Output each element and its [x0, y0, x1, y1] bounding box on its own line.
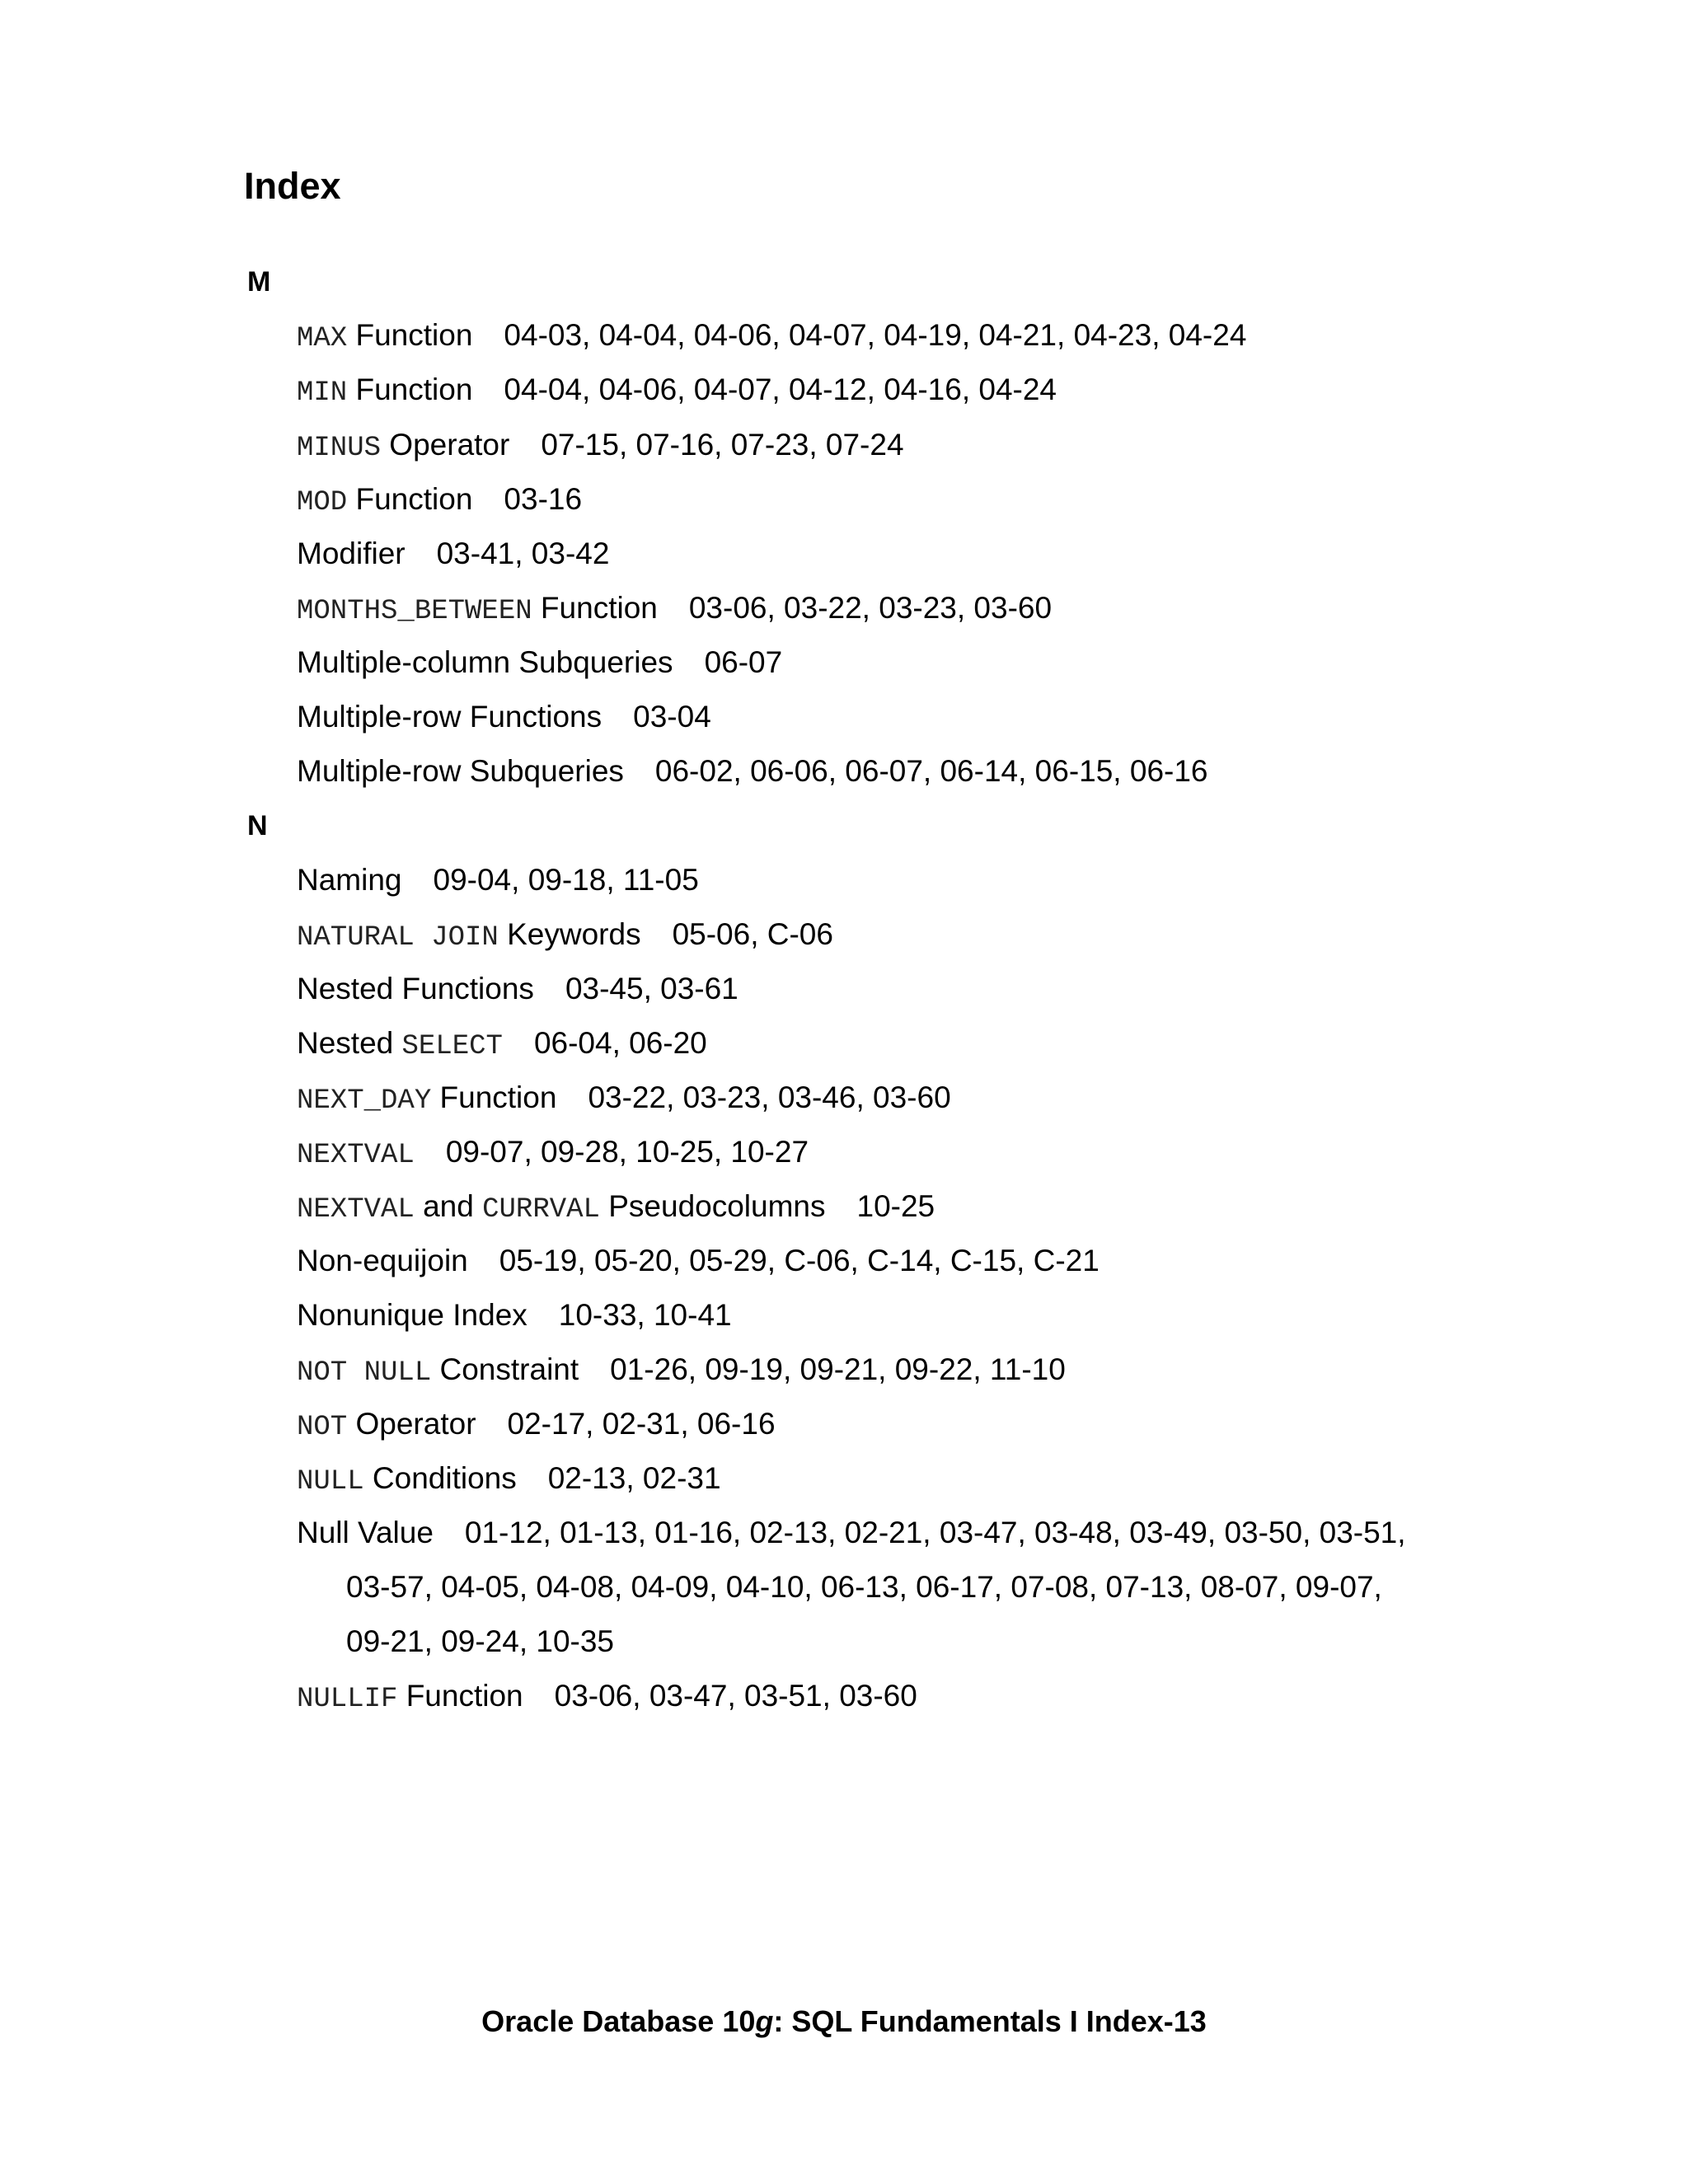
index-entry-naming: [297, 860, 699, 901]
index-entry-months-between-function: [297, 588, 1052, 632]
entry-pages: 03-41, 03-42: [436, 537, 610, 570]
entry-term: Function: [397, 1679, 523, 1713]
entry-code: MIN: [297, 377, 348, 409]
footer-title-start: Oracle Database 10: [481, 2004, 756, 2038]
entry-code: NULL: [297, 1466, 364, 1497]
index-entry-multiple-column-subqueries: [297, 642, 782, 683]
index-entry-null-conditions: [297, 1458, 721, 1502]
entry-pages: 03-06, 03-22, 03-23, 03-60: [688, 591, 1053, 625]
entry-pages: 06-04, 06-20: [533, 1026, 707, 1060]
entry-pages: 04-03, 04-04, 04-06, 04-07, 04-19, 04-21, 04-23, 04-24: [504, 318, 1247, 352]
entry-term: Function: [347, 318, 473, 352]
section-letter-m: M: [247, 266, 271, 298]
entry-term: Nested Functions: [297, 972, 534, 1005]
index-entry-not-null-constraint: [297, 1349, 1066, 1394]
entry-pages: 05-19, 05-20, 05-29, C-06, C-14, C-15, C-21: [499, 1244, 1100, 1277]
entry-code: NEXTVAL: [297, 1140, 415, 1171]
index-entry-nextval: [297, 1132, 809, 1176]
entry-term: Multiple-row Subqueries: [297, 754, 624, 788]
entry-pages: 03-22, 03-23, 03-46, 03-60: [588, 1080, 951, 1114]
entry-code: MOD: [297, 487, 348, 518]
entry-term: Pseudocolumns: [599, 1189, 826, 1223]
section-letter-n: N: [247, 810, 268, 841]
page-title: Index: [244, 165, 341, 207]
index-entry-max-function: [297, 315, 1246, 359]
entry-pages: 10-25: [856, 1189, 935, 1223]
index-entry-nested-select: [297, 1023, 707, 1067]
entry-code: MAX: [297, 323, 348, 354]
entry-pages: 03-06, 03-47, 03-51, 03-60: [554, 1679, 917, 1713]
index-entry-continuation-line: 03-57, 04-05, 04-08, 04-09, 04-10, 06-13, 06-17, 07-08, 07-13, 08-07, 09-07,: [346, 1570, 1382, 1604]
entry-pages: 07-15, 07-16, 07-23, 07-24: [541, 428, 904, 462]
index-entry-natural-join-keywords: [297, 914, 833, 958]
entry-pages: 01-12, 01-13, 01-16, 02-13, 02-21, 03-47, 03-48, 03-49, 03-50, 03-51,: [464, 1516, 1406, 1549]
entry-pages: 02-17, 02-31, 06-16: [507, 1407, 776, 1441]
entry-pages: 02-13, 02-31: [547, 1461, 721, 1495]
entry-pages: 06-07: [704, 645, 783, 679]
entry-code: MONTHS_BETWEEN: [297, 596, 532, 627]
entry-pages: 06-02, 06-06, 06-07, 06-14, 06-15, 06-16: [654, 754, 1208, 788]
entry-pages: 09-04, 09-18, 11-05: [433, 863, 699, 897]
entry-pages: 10-33, 10-41: [558, 1298, 732, 1332]
entry-term: Null Value: [297, 1516, 434, 1549]
entry-code: NEXT_DAY: [297, 1085, 432, 1117]
entry-code: NOT: [297, 1412, 348, 1443]
entry-pages: 09-07, 09-28, 10-25, 10-27: [445, 1135, 809, 1169]
entry-term: Function: [347, 373, 473, 406]
index-entry-mod-function: [297, 479, 582, 523]
entry-term: Function: [347, 482, 473, 516]
index-entry-multiple-row-functions: [297, 696, 711, 738]
index-entry-not-operator: [297, 1404, 776, 1448]
entry-code: NULLIF: [297, 1684, 398, 1715]
entry-term: Conditions: [363, 1461, 517, 1495]
entry-code-secondary: CURRVAL: [482, 1194, 600, 1226]
entry-term: Modifier: [297, 537, 406, 570]
entry-code: SELECT: [401, 1031, 503, 1062]
footer-title-italic: g: [755, 2004, 774, 2038]
entry-prefix: Nested: [297, 1026, 402, 1060]
entry-term: Keywords: [498, 917, 641, 951]
index-entry-null-value: [297, 1512, 1406, 1554]
entry-code: MINUS: [297, 433, 382, 464]
entry-code: NEXTVAL: [297, 1194, 415, 1226]
index-entry-next-day-function: [297, 1077, 951, 1122]
entry-term: Operator: [381, 428, 510, 462]
page-footer: [0, 2001, 1688, 2042]
index-entry-multiple-row-subqueries: [297, 751, 1208, 792]
entry-pages: 05-06, C-06: [672, 917, 833, 951]
entry-term: Function: [532, 591, 658, 625]
entry-term: Constraint: [431, 1352, 579, 1386]
entry-term: Naming: [297, 863, 402, 897]
index-entry-min-function: [297, 369, 1057, 414]
entry-code: NOT NULL: [297, 1357, 432, 1389]
index-entry-non-equijoin: [297, 1240, 1100, 1282]
entry-term: Multiple-column Subqueries: [297, 645, 673, 679]
entry-term: Operator: [347, 1407, 476, 1441]
entry-term: Non-equijoin: [297, 1244, 468, 1277]
entry-pages: 04-04, 04-06, 04-07, 04-12, 04-16, 04-24: [504, 373, 1057, 406]
entry-joiner: and: [414, 1189, 483, 1223]
entry-pages: 03-16: [504, 482, 583, 516]
entry-pages: 03-45, 03-61: [565, 972, 738, 1005]
index-entry-nullif-function: [297, 1675, 917, 1720]
index-entry-minus-operator: [297, 424, 904, 469]
footer-title-end: : SQL Fundamentals I Index-13: [773, 2004, 1207, 2038]
index-entry-modifier: [297, 533, 609, 574]
entry-code: NATURAL JOIN: [297, 922, 499, 954]
entry-term: Function: [431, 1080, 557, 1114]
index-entry-continuation-line: 09-21, 09-24, 10-35: [346, 1624, 615, 1658]
index-entry-nonunique-index: [297, 1295, 732, 1336]
index-entry-nested-functions: [297, 968, 738, 1010]
entry-pages: 03-04: [633, 700, 711, 733]
entry-pages: 01-26, 09-19, 09-21, 09-22, 11-10: [610, 1352, 1066, 1386]
entry-term: Nonunique Index: [297, 1298, 528, 1332]
entry-term: Multiple-row Functions: [297, 700, 603, 733]
index-entry-nextval-currval-pseudocolumns: [297, 1186, 935, 1230]
